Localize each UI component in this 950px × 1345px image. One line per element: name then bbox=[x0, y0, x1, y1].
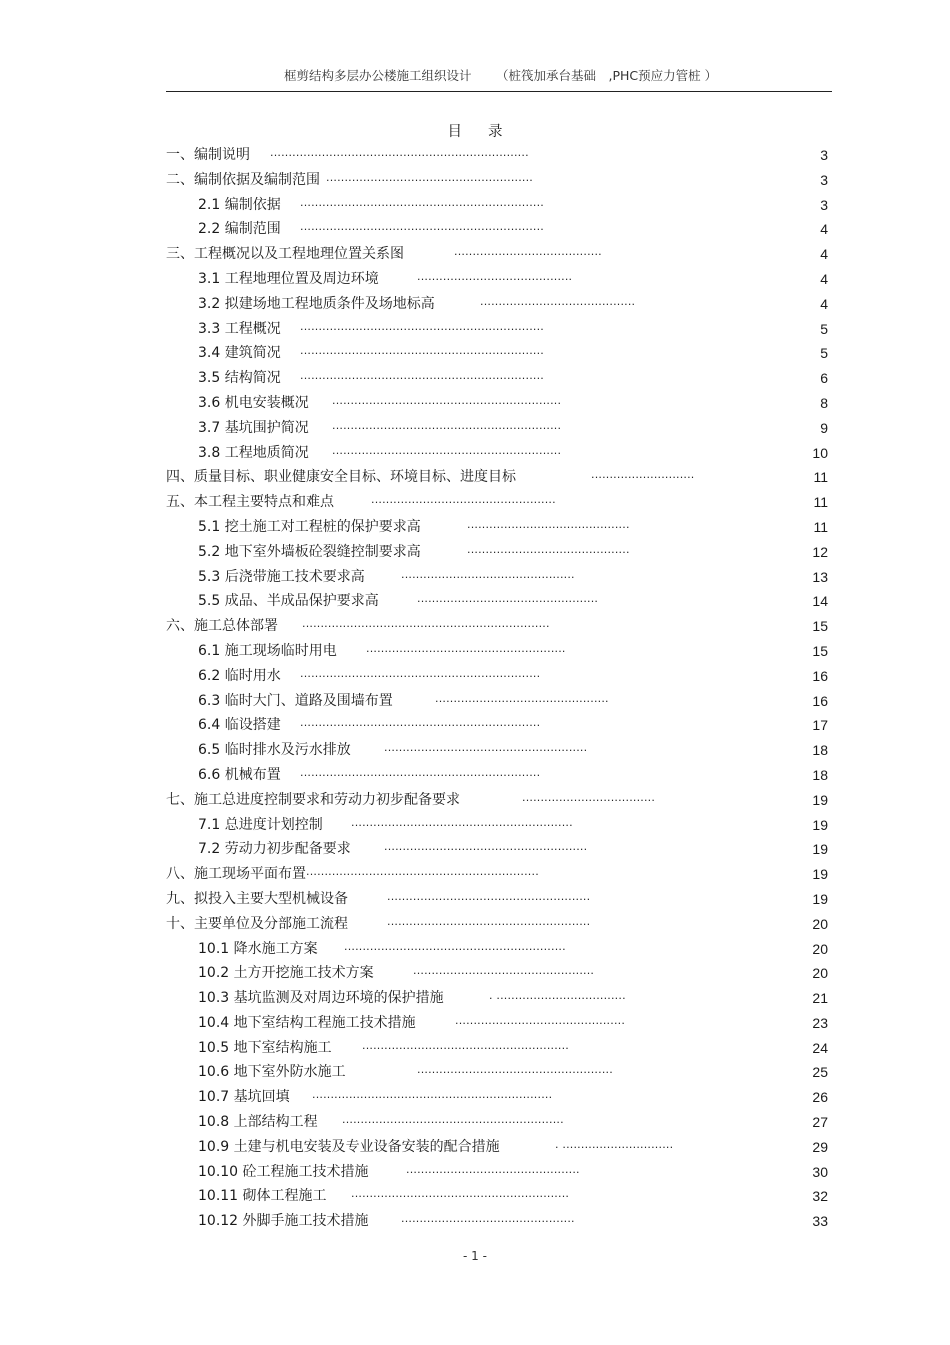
toc-entry-page: 23 bbox=[812, 1014, 828, 1031]
toc-entry-label: 二、编制依据及编制范围 bbox=[166, 171, 320, 188]
toc-entry-label: 10.10 砼工程施工技术措施 bbox=[198, 1163, 369, 1180]
toc-entry[interactable] bbox=[166, 713, 832, 738]
toc-entry-label: 3.5 结构简况 bbox=[198, 370, 281, 387]
toc-entry-label: 五、本工程主要特点和难点 bbox=[166, 494, 334, 511]
toc-dot-leader: .................................................................. bbox=[300, 369, 544, 383]
toc-entry-label: 一、编制说明 bbox=[166, 147, 250, 163]
toc-entry-page: 19 bbox=[812, 890, 828, 907]
toc-entry-label: 10.11 砌体工程施工 bbox=[198, 1188, 327, 1205]
page-number: - 1 - bbox=[463, 1249, 487, 1263]
toc-dot-leader: ........................................ bbox=[454, 245, 602, 259]
toc-dot-leader: ............................................ bbox=[467, 517, 630, 531]
toc-entry-label: 十、主要单位及分部施工流程 bbox=[166, 915, 348, 932]
toc-entry[interactable] bbox=[166, 837, 832, 862]
toc-entry[interactable] bbox=[166, 441, 832, 466]
toc-entry[interactable] bbox=[166, 738, 832, 763]
toc-entry-label: 5.5 成品、半成品保护要求高 bbox=[198, 593, 379, 610]
toc-entry-page: 19 bbox=[812, 791, 828, 808]
toc-dot-leader: .................................................................. bbox=[300, 319, 544, 333]
toc-entry-page: 15 bbox=[812, 642, 828, 659]
toc-entry-label: 10.2 土方开挖施工技术方案 bbox=[198, 965, 374, 982]
toc-dot-leader: ........................................................ bbox=[362, 1038, 570, 1052]
toc-dot-leader: ...................................................................... bbox=[270, 146, 529, 159]
toc-entry-page: 3 bbox=[820, 196, 828, 213]
toc-entry-page: 19 bbox=[812, 816, 828, 833]
toc-entry[interactable] bbox=[166, 664, 832, 689]
toc-entry-page: 21 bbox=[812, 990, 828, 1007]
toc-dot-leader: .................................................. bbox=[371, 493, 556, 507]
toc-entry-label: 10.6 地下室外防水施工 bbox=[198, 1064, 346, 1081]
toc-entry-label: 3.4 建筑简况 bbox=[198, 345, 281, 362]
toc-entry[interactable] bbox=[166, 614, 832, 639]
toc-entry[interactable] bbox=[166, 391, 832, 416]
toc-entry[interactable] bbox=[166, 639, 832, 664]
toc-entry[interactable] bbox=[166, 813, 832, 838]
toc-entry[interactable] bbox=[166, 1110, 832, 1135]
toc-entry-page: 15 bbox=[812, 618, 828, 635]
toc-entry-label: 5.3 后浇带施工技术要求高 bbox=[198, 568, 365, 585]
toc-dot-leader: ................................................. bbox=[413, 964, 595, 978]
toc-entry-label: 10.5 地下室结构施工 bbox=[198, 1039, 332, 1056]
toc-entry-page: 20 bbox=[812, 940, 828, 957]
toc-dot-leader: .......................................... bbox=[480, 294, 636, 308]
toc-entry-page: 26 bbox=[812, 1089, 828, 1106]
toc-entry-page: 20 bbox=[812, 965, 828, 982]
toc-entry-label: 10.7 基坑回填 bbox=[198, 1089, 290, 1106]
toc-entry-label: 九、拟投入主要大型机械设备 bbox=[166, 890, 348, 907]
toc-entry[interactable] bbox=[166, 937, 832, 962]
toc-dot-leader: ............................................................ bbox=[344, 939, 566, 953]
toc-entry-label: 5.1 挖土施工对工程桩的保护要求高 bbox=[198, 518, 421, 535]
toc-entry-page: 5 bbox=[820, 345, 828, 362]
toc-entry-page: 30 bbox=[812, 1163, 828, 1180]
toc-entry[interactable] bbox=[166, 986, 832, 1011]
table-of-contents bbox=[166, 143, 832, 1234]
toc-entry-page: 19 bbox=[812, 866, 828, 883]
toc-entry-label: 3.3 工程概况 bbox=[198, 320, 281, 337]
toc-entry[interactable] bbox=[166, 168, 832, 193]
toc-entry-label: 三、工程概况以及工程地理位置关系图 bbox=[166, 246, 404, 263]
toc-entry-label: 6.2 临时用水 bbox=[198, 667, 281, 684]
toc-entry[interactable] bbox=[166, 1011, 832, 1036]
toc-entry[interactable] bbox=[166, 961, 832, 986]
toc-dot-leader: ............................................................ bbox=[342, 1113, 564, 1127]
toc-entry-label: 6.3 临时大门、道路及围墙布置 bbox=[198, 692, 393, 709]
toc-dot-leader: .............................................. bbox=[455, 1013, 626, 1027]
toc-entry-page: 27 bbox=[812, 1114, 828, 1131]
toc-entry-page: 3 bbox=[820, 171, 828, 188]
toc-dot-leader: ............................................ bbox=[467, 542, 630, 556]
toc-dot-leader: ........................................................... bbox=[351, 1187, 570, 1201]
toc-entry-label: 3.7 基坑围护简况 bbox=[198, 419, 309, 436]
toc-entry-page: 8 bbox=[820, 394, 828, 411]
toc-entry-page: 6 bbox=[820, 370, 828, 387]
toc-dot-leader: .............................................................. bbox=[332, 418, 562, 432]
toc-entry[interactable] bbox=[166, 788, 832, 813]
toc-entry[interactable] bbox=[166, 912, 832, 937]
toc-entry-page: 4 bbox=[820, 295, 828, 312]
toc-entry-page: 9 bbox=[820, 419, 828, 436]
toc-dot-leader: ................................................................. bbox=[312, 1088, 553, 1102]
toc-dot-leader: .................................................................. bbox=[300, 195, 544, 209]
toc-entry[interactable] bbox=[166, 887, 832, 912]
toc-entry-label: 3.1 工程地理位置及周边环境 bbox=[198, 270, 379, 287]
toc-entry[interactable] bbox=[166, 341, 832, 366]
toc-entry[interactable] bbox=[166, 317, 832, 342]
toc-entry-page: 4 bbox=[820, 221, 828, 238]
toc-entry-page: 17 bbox=[812, 717, 828, 734]
toc-dot-leader: ............................................... bbox=[435, 691, 609, 705]
toc-entry-label: 5.2 地下室外墙板砼裂缝控制要求高 bbox=[198, 543, 421, 560]
toc-entry-label: 四、质量目标、职业健康安全目标、环境目标、进度目标 bbox=[166, 469, 516, 486]
toc-entry-label: 6.4 临设搭建 bbox=[198, 717, 281, 734]
toc-dot-leader: ................................................................. bbox=[300, 666, 541, 680]
toc-entry-page: 24 bbox=[812, 1039, 828, 1056]
toc-entry-page: 11 bbox=[813, 469, 828, 486]
toc-dot-leader: ..................................................... bbox=[417, 1063, 613, 1077]
toc-entry-label: 10.12 外脚手施工技术措施 bbox=[198, 1213, 369, 1230]
toc-entry-label: 6.6 机械布置 bbox=[198, 766, 281, 783]
toc-entry-page: 11 bbox=[813, 518, 828, 535]
toc-entry-page: 32 bbox=[812, 1188, 828, 1205]
toc-title: 目录 bbox=[447, 124, 529, 140]
toc-dot-leader: ....................................................... bbox=[387, 889, 591, 903]
toc-dot-leader: ............................................................... bbox=[306, 865, 539, 879]
toc-dot-leader: .......................................... bbox=[417, 269, 573, 283]
toc-dot-leader: ............................ bbox=[591, 468, 695, 482]
toc-entry-page: 18 bbox=[812, 766, 828, 783]
toc-entry-page: 4 bbox=[820, 270, 828, 287]
toc-entry-label: 七、施工总进度控制要求和劳动力初步配备要求 bbox=[166, 791, 460, 808]
toc-dot-leader: ................................................................... bbox=[302, 617, 550, 631]
toc-entry-label: 2.2 编制范围 bbox=[198, 221, 281, 238]
toc-entry[interactable] bbox=[166, 1184, 832, 1209]
toc-entry[interactable] bbox=[166, 267, 832, 292]
toc-entry[interactable] bbox=[166, 540, 832, 565]
toc-entry-page: 16 bbox=[812, 667, 828, 684]
toc-entry-page: 4 bbox=[820, 246, 828, 263]
toc-entry[interactable] bbox=[166, 1160, 832, 1185]
toc-dot-leader: ....................................................... bbox=[384, 741, 588, 755]
toc-entry-label: 3.2 拟建场地工程地质条件及场地标高 bbox=[198, 295, 435, 312]
toc-dot-leader: .................................................................. bbox=[300, 220, 544, 234]
toc-entry-page: 16 bbox=[812, 692, 828, 709]
toc-entry-label: 八、施工现场平面布置 bbox=[166, 866, 306, 883]
toc-dot-leader: ................................................. bbox=[417, 592, 599, 606]
toc-entry[interactable] bbox=[166, 143, 832, 168]
toc-entry-label: 2.1 编制依据 bbox=[198, 196, 281, 213]
toc-entry-page: 19 bbox=[812, 841, 828, 858]
toc-entry[interactable] bbox=[166, 565, 832, 590]
toc-entry-label: 7.2 劳动力初步配备要求 bbox=[198, 841, 351, 858]
toc-entry-page: 13 bbox=[812, 568, 828, 585]
toc-dot-leader: ............................................... bbox=[401, 1212, 575, 1226]
toc-entry-page: 5 bbox=[820, 320, 828, 337]
toc-entry-page: 33 bbox=[812, 1213, 828, 1230]
toc-dot-leader: . ................................... bbox=[489, 989, 626, 1003]
toc-entry[interactable] bbox=[166, 763, 832, 788]
toc-entry-label: 3.8 工程地质简况 bbox=[198, 444, 309, 461]
toc-entry-page: 3 bbox=[820, 147, 828, 163]
toc-entry[interactable] bbox=[166, 589, 832, 614]
toc-entry[interactable] bbox=[166, 242, 832, 267]
toc-entry-page: 20 bbox=[812, 915, 828, 932]
toc-dot-leader: ............................................................ bbox=[351, 815, 573, 829]
header-rule bbox=[166, 91, 832, 92]
toc-entry[interactable] bbox=[166, 689, 832, 714]
toc-entry[interactable] bbox=[166, 1036, 832, 1061]
toc-entry-label: 10.1 降水施工方案 bbox=[198, 940, 318, 957]
toc-dot-leader: ................................................................. bbox=[300, 716, 541, 730]
toc-entry[interactable] bbox=[166, 465, 832, 490]
header-title: 框剪结构多层办公楼施工组织设计 bbox=[284, 68, 472, 83]
toc-entry-page: 18 bbox=[812, 742, 828, 759]
toc-entry-page: 10 bbox=[812, 444, 828, 461]
toc-dot-leader: ................................................................. bbox=[300, 765, 541, 779]
toc-entry[interactable] bbox=[166, 193, 832, 218]
toc-dot-leader: ............................................... bbox=[406, 1162, 580, 1176]
toc-dot-leader: ....................................................... bbox=[387, 914, 591, 928]
toc-entry-page: 11 bbox=[813, 494, 828, 511]
toc-entry-page: 29 bbox=[812, 1138, 828, 1155]
toc-entry-label: 10.8 上部结构工程 bbox=[198, 1114, 318, 1131]
toc-entry-page: 14 bbox=[812, 593, 828, 610]
toc-entry[interactable] bbox=[166, 292, 832, 317]
toc-dot-leader: .............................................................. bbox=[332, 393, 562, 407]
toc-entry-label: 7.1 总进度计划控制 bbox=[198, 816, 323, 833]
toc-entry-page: 12 bbox=[812, 543, 828, 560]
toc-entry-label: 六、施工总体部署 bbox=[166, 618, 278, 635]
toc-dot-leader: .................................................................. bbox=[300, 344, 544, 358]
toc-entry[interactable] bbox=[166, 416, 832, 441]
toc-entry[interactable] bbox=[166, 490, 832, 515]
toc-dot-leader: .............................................................. bbox=[332, 443, 562, 457]
toc-entry[interactable] bbox=[166, 366, 832, 391]
toc-entry-page: 25 bbox=[812, 1064, 828, 1081]
toc-entry-label: 6.1 施工现场临时用电 bbox=[198, 642, 337, 659]
toc-entry[interactable] bbox=[166, 1085, 832, 1110]
toc-entry-label: 10.4 地下室结构工程施工技术措施 bbox=[198, 1014, 416, 1031]
toc-dot-leader: ...................................................... bbox=[366, 641, 566, 655]
toc-entry[interactable] bbox=[166, 1135, 832, 1160]
toc-entry[interactable] bbox=[166, 1209, 832, 1234]
toc-entry[interactable] bbox=[166, 515, 832, 540]
toc-entry-label: 3.6 机电安装概况 bbox=[198, 394, 309, 411]
toc-dot-leader: ....................................................... bbox=[384, 840, 588, 854]
toc-entry[interactable] bbox=[166, 862, 832, 887]
toc-entry-label: 6.5 临时排水及污水排放 bbox=[198, 742, 351, 759]
toc-dot-leader: . .............................. bbox=[555, 1137, 674, 1151]
toc-dot-leader: ........................................................ bbox=[326, 170, 534, 184]
toc-dot-leader: ............................................... bbox=[401, 567, 575, 581]
toc-entry-label: 10.3 基坑监测及对周边环境的保护措施 bbox=[198, 990, 444, 1007]
header-subtitle: （桩筏加承台基础 ,PHC预应力管桩 ） bbox=[496, 68, 718, 83]
toc-dot-leader: .................................... bbox=[522, 790, 656, 804]
toc-entry-label: 10.9 土建与机电安装及专业设备安装的配合措施 bbox=[198, 1138, 500, 1155]
toc-entry[interactable] bbox=[166, 217, 832, 242]
toc-entry[interactable] bbox=[166, 1060, 832, 1085]
